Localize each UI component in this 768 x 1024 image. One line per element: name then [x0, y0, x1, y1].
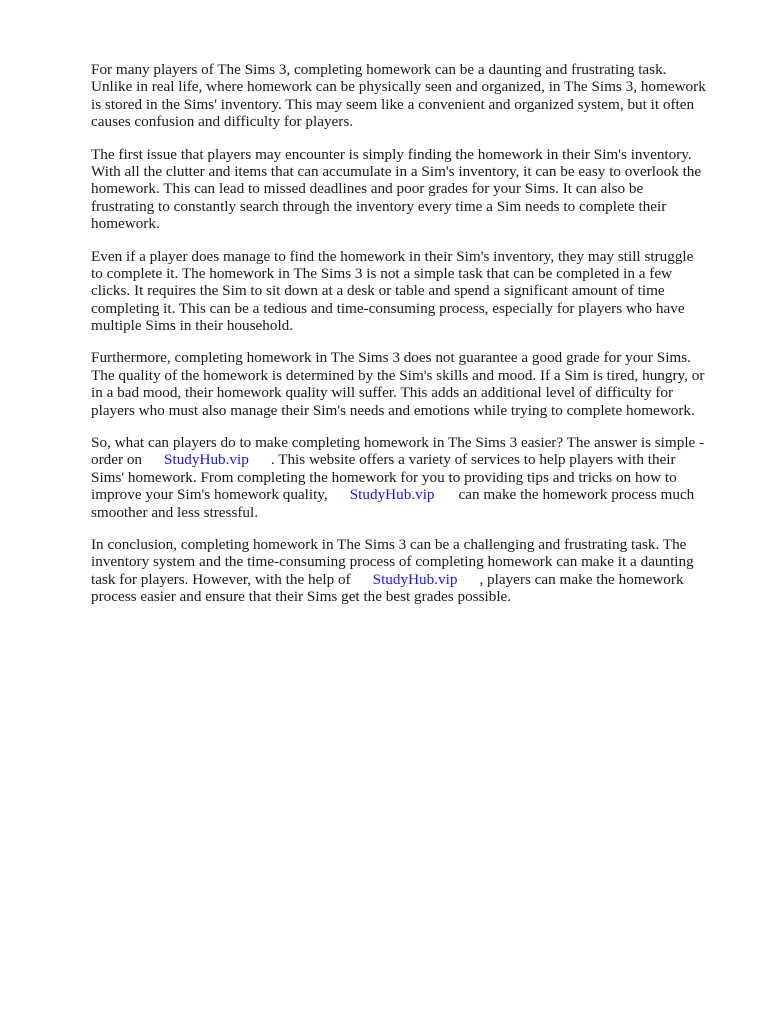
paragraph-1	[91, 61, 731, 131]
text-line: process easier and ensure that their Sims get the best grades possible.	[91, 588, 512, 606]
text-line: causes confusion and difficulty for players.	[91, 113, 354, 131]
text-line: homework. This can lead to missed deadlines and poor grades for your Sims. It can also be	[91, 180, 644, 198]
text-line: smoother and less stressful.	[91, 503, 259, 521]
text-line: inventory system and the time-consuming process of completing homework can make it a daunting	[91, 553, 694, 571]
text-line: frustrating to constantly search through the inventory every time a Sim needs to complete their	[91, 197, 667, 215]
text-line: Furthermore, completing homework in The Sims 3 does not guarantee a good grade for your Sims.	[91, 349, 691, 367]
text-line: Sims' homework. From completing the homework for you to providing tips and tricks on how to	[91, 468, 677, 486]
paragraph-6	[91, 536, 731, 606]
text-line: players who must also manage their Sim's needs and emotions while trying to complete homework.	[91, 401, 695, 419]
text-line: to complete it. The homework in The Sims 3 is not a simple task that can be completed in a few	[91, 264, 673, 282]
text-line: The quality of the homework is determined by the Sim's skills and mood. If a Sim is tired, hungry, or	[91, 366, 705, 384]
studyhub-link[interactable]: StudyHub.vip	[349, 486, 435, 504]
paragraph-4	[91, 349, 731, 419]
text-line: Unlike in real life, where homework can be physically seen and organized, in The Sims 3, homework	[91, 78, 706, 96]
text-line: in a bad mood, their homework quality will suffer. This adds an additional level of difficulty for	[91, 384, 674, 402]
text-line: Even if a player does manage to find the homework in their Sim's inventory, they may still struggle	[91, 247, 694, 265]
text-line	[91, 451, 731, 468]
paragraph-3	[91, 248, 731, 335]
text-line: homework.	[91, 215, 160, 233]
text-line: is stored in the Sims' inventory. This may seem like a convenient and organized system, but it often	[91, 95, 695, 113]
text-segment: improve your Sim's homework quality,	[91, 486, 328, 504]
text-line: In conclusion, completing homework in The Sims 3 can be a challenging and frustrating task. The	[91, 535, 687, 553]
text-line: With all the clutter and items that can accumulate in a Sim's inventory, it can be easy to overlook the	[91, 162, 702, 180]
text-line: For many players of The Sims 3, completing homework can be a daunting and frustrating task.	[91, 61, 667, 78]
paragraph-5	[91, 434, 731, 521]
text-segment: task for players. However, with the help of	[91, 570, 351, 588]
text-line: multiple Sims in their household.	[91, 317, 294, 335]
document-body	[91, 61, 731, 621]
paragraph-2	[91, 146, 731, 233]
text-segment: , players can make the homework	[479, 570, 684, 588]
studyhub-link[interactable]: StudyHub.vip	[164, 451, 249, 469]
text-line	[91, 571, 731, 588]
studyhub-link[interactable]: StudyHub.vip	[372, 570, 458, 588]
text-segment: order on	[91, 451, 143, 469]
text-line: So, what can players do to make completing homework in The Sims 3 easier? The answer is simple -	[91, 434, 705, 452]
text-segment: . This website offers a variety of services to help players with their	[270, 451, 676, 469]
text-segment: can make the homework process much	[458, 486, 695, 504]
text-line: The first issue that players may encounter is simply finding the homework in their Sim's inventory.	[91, 145, 692, 163]
text-line	[91, 486, 731, 503]
text-line: clicks. It requires the Sim to sit down at a desk or table and spend a significant amount of time	[91, 282, 665, 300]
text-line: completing it. This can be a tedious and time-consuming process, especially for players who have	[91, 299, 685, 317]
